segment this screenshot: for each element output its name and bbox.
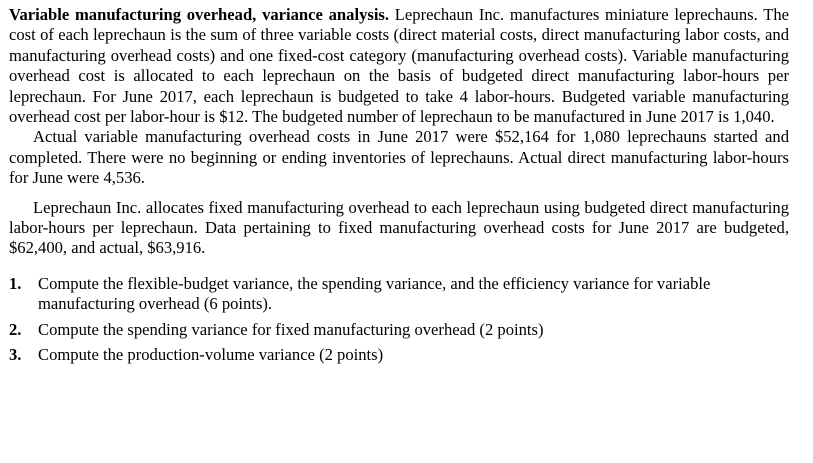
fixed-overhead-paragraph: Leprechaun Inc. allocates fixed manufacturing overhead to each leprechaun using budgeted direct manufacturing labor-hours per leprechaun. Data pertaining to fixed manufacturing overhead costs for June 2017 are budgeted, $62,400, and actual, $63,916. bbox=[9, 197, 789, 258]
question-item bbox=[9, 320, 789, 340]
question-text: Compute the production-volume variance (2 points) bbox=[38, 345, 384, 365]
document bbox=[9, 5, 789, 371]
problem-intro-paragraph bbox=[9, 5, 789, 127]
question-number: 3. bbox=[9, 345, 22, 365]
question-item bbox=[9, 274, 789, 315]
question-text: Compute the flexible-budget variance, the spending variance, and the efficiency variance for variable manufacturing overhead (6 points). bbox=[38, 273, 711, 314]
question-item bbox=[9, 345, 789, 365]
problem-intro-text: Leprechaun Inc. manufactures miniature leprechauns. The cost of each leprechaun is the sum of three variable costs (direct material costs, direct manufacturing labor costs, and manufacturing overhead costs) and one fixed-cost category (manufacturing overhead costs). Variable manufacturing overhead cost is allocated to each leprechaun on the basis of budgeted direct manufacturing labor-hours per leprechaun. For June 2017, each leprechaun is budgeted to take 4 labor-hours. Budgeted variable manufacturing overhead cost per labor-hour is $12. The budgeted number of leprechaun to be manufactured in June 2017 is 1,040. bbox=[9, 5, 789, 127]
question-text: Compute the spending variance for fixed manufacturing overhead (2 points) bbox=[38, 319, 544, 339]
actuals-paragraph: Actual variable manufacturing overhead costs in June 2017 were $52,164 for 1,080 leprechauns started and completed. There were no beginning or ending inventories of leprechauns. Actual direct manufacturing labor-hours for June were 4,536. bbox=[9, 127, 789, 188]
question-number: 2. bbox=[9, 319, 22, 339]
problem-title: Variable manufacturing overhead, variance analysis. bbox=[9, 5, 390, 24]
question-list bbox=[9, 274, 789, 366]
question-number: 1. bbox=[9, 273, 22, 293]
